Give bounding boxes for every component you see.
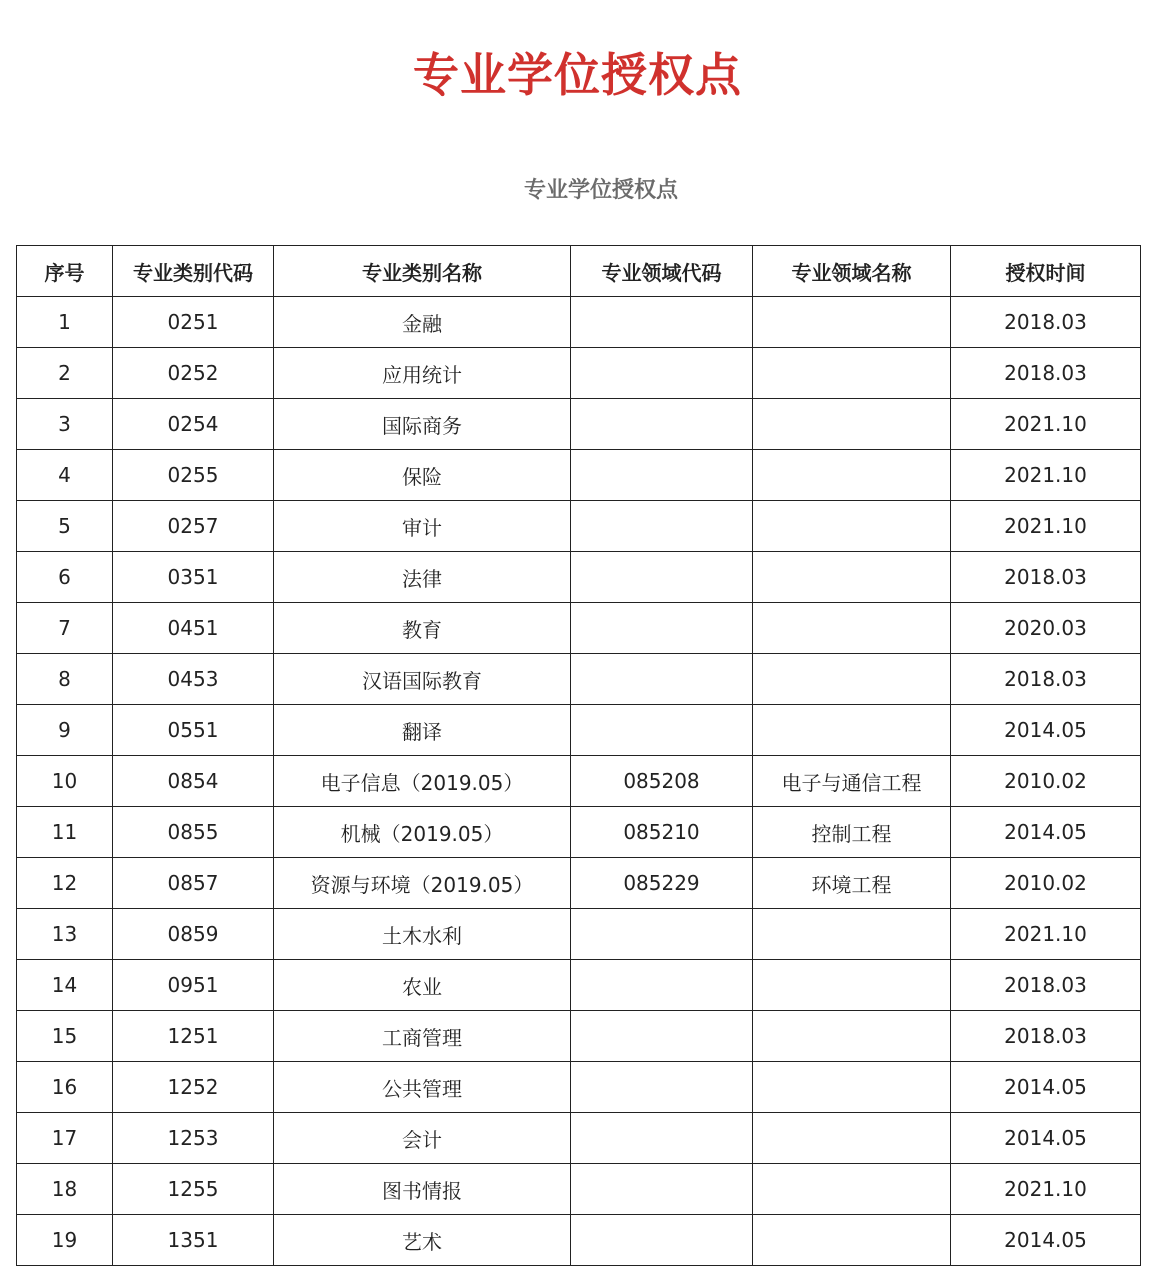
cell-category-name: 国际商务 <box>274 399 571 450</box>
cell-seq: 13 <box>17 909 113 960</box>
table-row <box>17 1113 1141 1164</box>
cell-authorized-date: 2018.03 <box>951 552 1141 603</box>
cell-category-code: 1251 <box>113 1011 274 1062</box>
cell-authorized-date: 2018.03 <box>951 654 1141 705</box>
cell-category-code: 1351 <box>113 1215 274 1266</box>
cell-field-name: 控制工程 <box>753 807 951 858</box>
table-row <box>17 603 1141 654</box>
cell-category-code: 0855 <box>113 807 274 858</box>
cell-field-code: 085229 <box>571 858 753 909</box>
cell-field-name <box>753 297 951 348</box>
cell-field-name <box>753 909 951 960</box>
cell-category-code: 0254 <box>113 399 274 450</box>
page-title: 专业学位授权点 <box>413 48 742 102</box>
cell-field-code <box>571 297 753 348</box>
cell-field-name <box>753 654 951 705</box>
cell-authorized-date: 2014.05 <box>951 1113 1141 1164</box>
cell-category-name: 金融 <box>274 297 571 348</box>
cell-category-name: 资源与环境（2019.05） <box>274 858 571 909</box>
cell-field-name: 环境工程 <box>753 858 951 909</box>
cell-seq: 19 <box>17 1215 113 1266</box>
table-row <box>17 756 1141 807</box>
cell-seq: 3 <box>17 399 113 450</box>
cell-authorized-date: 2014.05 <box>951 807 1141 858</box>
cell-field-name <box>753 1011 951 1062</box>
cell-field-code <box>571 909 753 960</box>
cell-category-name: 工商管理 <box>274 1011 571 1062</box>
cell-seq: 18 <box>17 1164 113 1215</box>
header-field-name: 专业领域名称 <box>753 246 951 297</box>
cell-authorized-date: 2020.03 <box>951 603 1141 654</box>
cell-field-code <box>571 1164 753 1215</box>
cell-authorized-date: 2018.03 <box>951 297 1141 348</box>
cell-authorized-date: 2021.10 <box>951 399 1141 450</box>
table-row <box>17 909 1141 960</box>
table-row <box>17 399 1141 450</box>
table-row <box>17 1215 1141 1266</box>
table-row <box>17 1062 1141 1113</box>
cell-field-name <box>753 450 951 501</box>
cell-category-name: 教育 <box>274 603 571 654</box>
cell-field-name <box>753 1062 951 1113</box>
cell-field-code <box>571 1113 753 1164</box>
cell-category-code: 0451 <box>113 603 274 654</box>
cell-field-name <box>753 501 951 552</box>
cell-field-code <box>571 705 753 756</box>
cell-authorized-date: 2018.03 <box>951 348 1141 399</box>
cell-category-code: 0251 <box>113 297 274 348</box>
cell-category-code: 1252 <box>113 1062 274 1113</box>
table-body <box>17 297 1141 1266</box>
cell-field-name <box>753 399 951 450</box>
cell-field-code: 085208 <box>571 756 753 807</box>
cell-authorized-date: 2018.03 <box>951 1011 1141 1062</box>
cell-category-code: 0255 <box>113 450 274 501</box>
cell-seq: 10 <box>17 756 113 807</box>
cell-category-name: 机械（2019.05） <box>274 807 571 858</box>
cell-category-name: 公共管理 <box>274 1062 571 1113</box>
cell-field-name <box>753 348 951 399</box>
cell-category-name: 农业 <box>274 960 571 1011</box>
table-row <box>17 501 1141 552</box>
header-category-name: 专业类别名称 <box>274 246 571 297</box>
cell-category-code: 1255 <box>113 1164 274 1215</box>
cell-category-name: 审计 <box>274 501 571 552</box>
cell-seq: 7 <box>17 603 113 654</box>
cell-seq: 17 <box>17 1113 113 1164</box>
cell-category-code: 0859 <box>113 909 274 960</box>
cell-category-code: 0854 <box>113 756 274 807</box>
table-row <box>17 297 1141 348</box>
cell-field-name <box>753 552 951 603</box>
table-row <box>17 807 1141 858</box>
cell-authorized-date: 2021.10 <box>951 501 1141 552</box>
cell-field-code <box>571 603 753 654</box>
table-header <box>17 246 1141 297</box>
cell-field-code: 085210 <box>571 807 753 858</box>
cell-field-code <box>571 501 753 552</box>
header-field-code: 专业领域代码 <box>571 246 753 297</box>
cell-category-code: 0252 <box>113 348 274 399</box>
table-row <box>17 654 1141 705</box>
cell-authorized-date: 2018.03 <box>951 960 1141 1011</box>
cell-field-name <box>753 1113 951 1164</box>
cell-seq: 8 <box>17 654 113 705</box>
table-row <box>17 348 1141 399</box>
cell-authorized-date: 2021.10 <box>951 909 1141 960</box>
cell-field-name <box>753 1164 951 1215</box>
header-category-code: 专业类别代码 <box>113 246 274 297</box>
cell-seq: 4 <box>17 450 113 501</box>
cell-field-code <box>571 960 753 1011</box>
cell-field-code <box>571 552 753 603</box>
table-row <box>17 705 1141 756</box>
cell-field-name <box>753 960 951 1011</box>
cell-category-code: 0351 <box>113 552 274 603</box>
cell-category-name: 汉语国际教育 <box>274 654 571 705</box>
cell-category-name: 图书情报 <box>274 1164 571 1215</box>
cell-seq: 11 <box>17 807 113 858</box>
cell-field-name <box>753 603 951 654</box>
cell-field-code <box>571 399 753 450</box>
cell-seq: 16 <box>17 1062 113 1113</box>
cell-category-code: 0951 <box>113 960 274 1011</box>
table-caption: 专业学位授权点 <box>523 178 678 203</box>
cell-category-name: 土木水利 <box>274 909 571 960</box>
header-authorized-date: 授权时间 <box>951 246 1141 297</box>
table-row <box>17 1164 1141 1215</box>
cell-seq: 5 <box>17 501 113 552</box>
cell-category-code: 0857 <box>113 858 274 909</box>
cell-field-code <box>571 1011 753 1062</box>
cell-category-name: 翻译 <box>274 705 571 756</box>
cell-field-name: 电子与通信工程 <box>753 756 951 807</box>
cell-category-name: 会计 <box>274 1113 571 1164</box>
header-row <box>17 246 1141 297</box>
degree-authorization-table <box>16 245 1141 1266</box>
cell-seq: 12 <box>17 858 113 909</box>
cell-seq: 15 <box>17 1011 113 1062</box>
cell-authorized-date: 2010.02 <box>951 756 1141 807</box>
cell-authorized-date: 2014.05 <box>951 705 1141 756</box>
cell-seq: 14 <box>17 960 113 1011</box>
cell-field-code <box>571 450 753 501</box>
table-row <box>17 1011 1141 1062</box>
header-seq: 序号 <box>17 246 113 297</box>
cell-authorized-date: 2014.05 <box>951 1062 1141 1113</box>
cell-field-name <box>753 1215 951 1266</box>
cell-seq: 9 <box>17 705 113 756</box>
cell-category-code: 0257 <box>113 501 274 552</box>
cell-field-name <box>753 705 951 756</box>
cell-category-code: 0551 <box>113 705 274 756</box>
cell-field-code <box>571 654 753 705</box>
cell-seq: 2 <box>17 348 113 399</box>
table-row <box>17 960 1141 1011</box>
cell-category-name: 法律 <box>274 552 571 603</box>
table-row <box>17 450 1141 501</box>
table-row <box>17 858 1141 909</box>
cell-authorized-date: 2014.05 <box>951 1215 1141 1266</box>
cell-authorized-date: 2021.10 <box>951 1164 1141 1215</box>
table-row <box>17 552 1141 603</box>
cell-field-code <box>571 1215 753 1266</box>
cell-category-name: 保险 <box>274 450 571 501</box>
cell-category-name: 应用统计 <box>274 348 571 399</box>
cell-category-name: 电子信息（2019.05） <box>274 756 571 807</box>
cell-category-code: 1253 <box>113 1113 274 1164</box>
cell-category-name: 艺术 <box>274 1215 571 1266</box>
cell-seq: 1 <box>17 297 113 348</box>
cell-authorized-date: 2021.10 <box>951 450 1141 501</box>
cell-category-code: 0453 <box>113 654 274 705</box>
cell-authorized-date: 2010.02 <box>951 858 1141 909</box>
cell-field-code <box>571 1062 753 1113</box>
cell-field-code <box>571 348 753 399</box>
cell-seq: 6 <box>17 552 113 603</box>
